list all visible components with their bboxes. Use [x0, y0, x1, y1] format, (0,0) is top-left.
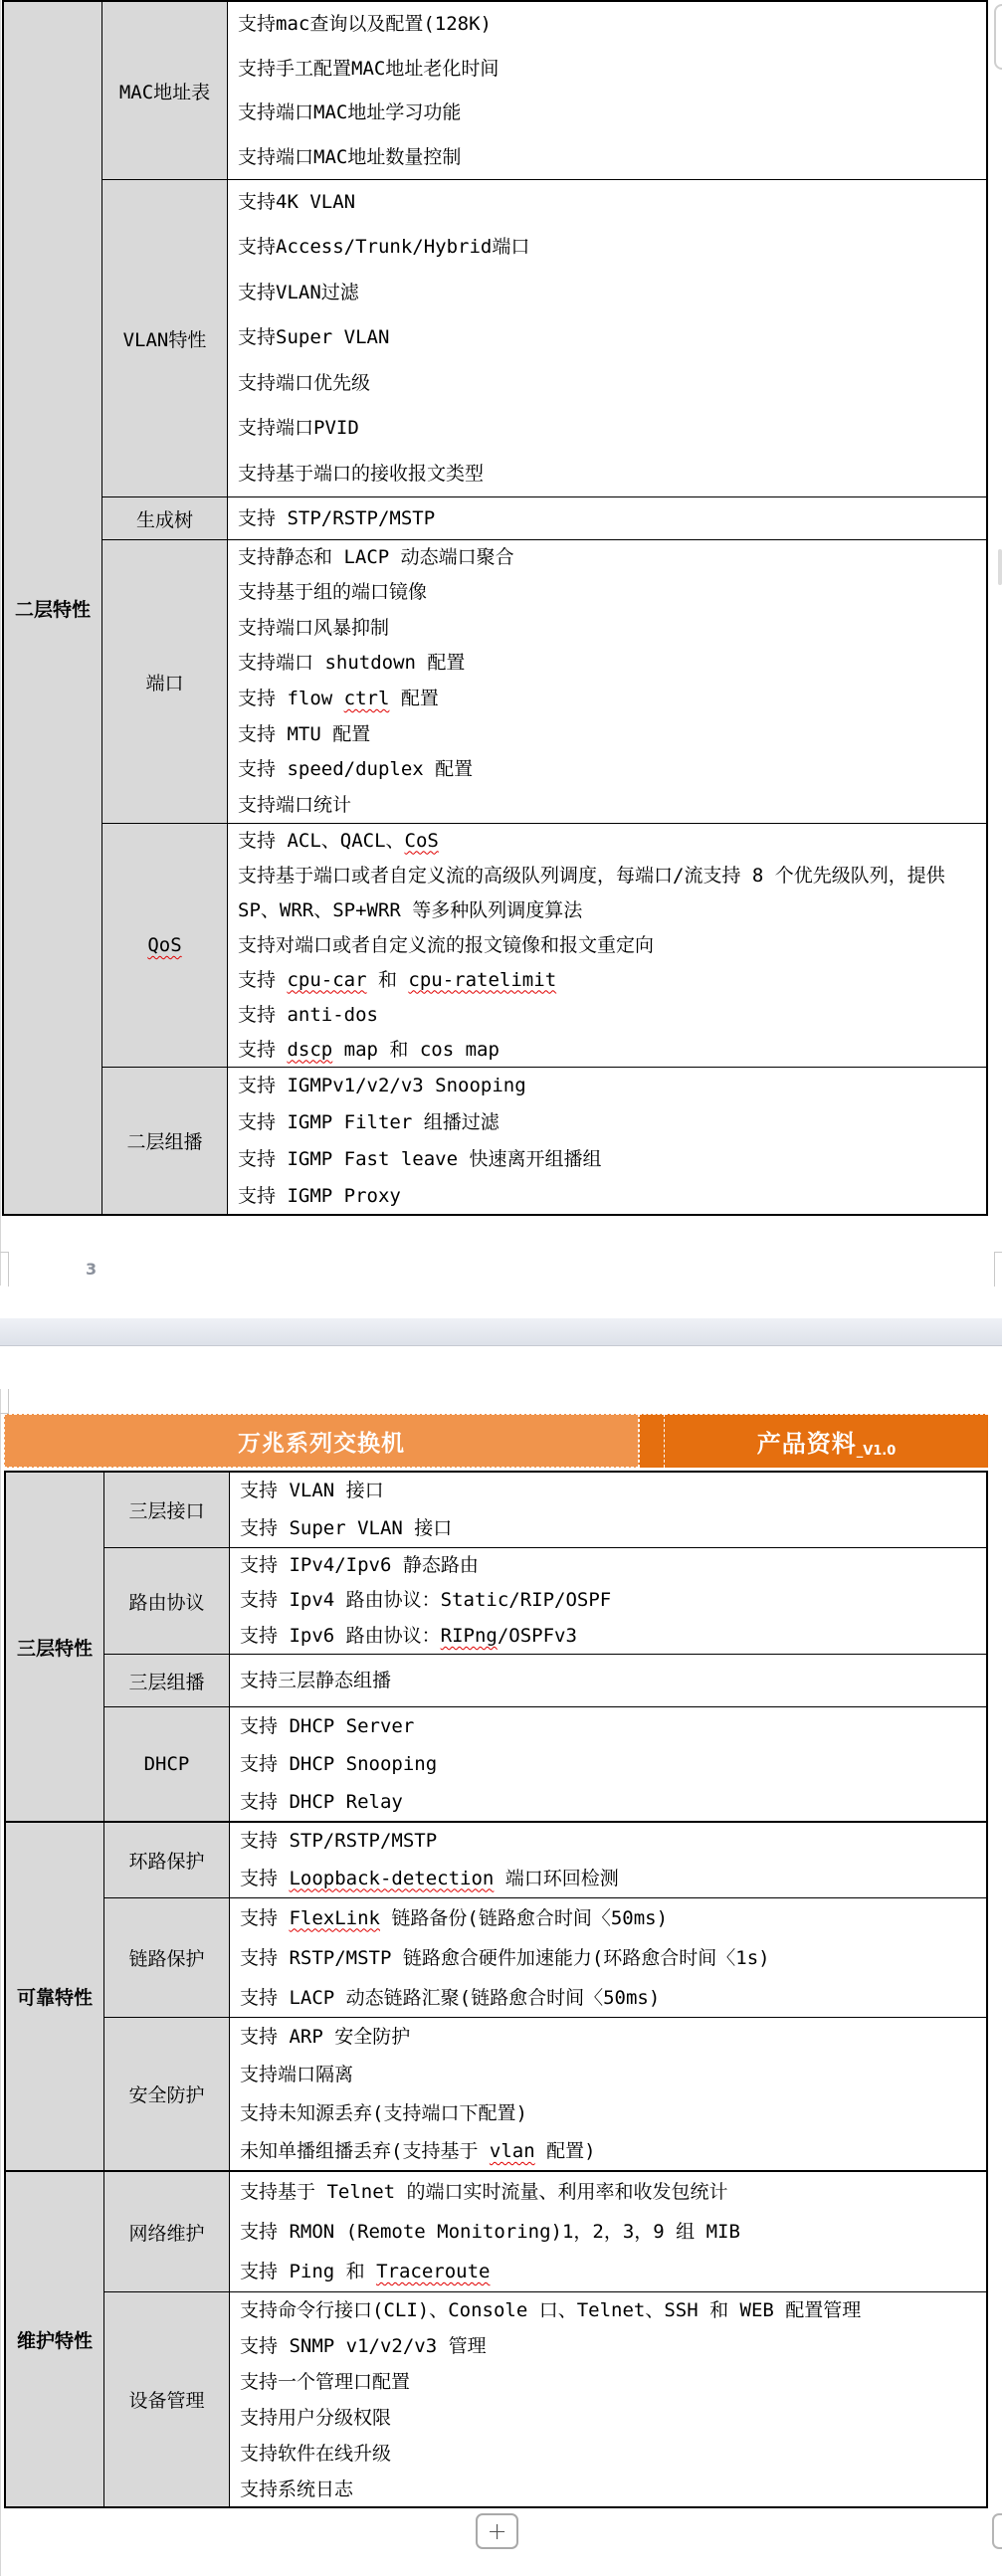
feature-group [102, 539, 986, 823]
misspelled-word: QoS [147, 934, 182, 956]
feature-line: 支持手工配置MAC地址老化时间 [238, 57, 500, 80]
feature-line: 支持 dscp map 和 cos map [238, 1038, 500, 1061]
header-spacer-cell [639, 1414, 665, 1468]
feature-line: 支持基于端口或者自定义流的高级队列调度，每端口/流支持 8 个优先级队列，提供 SP、WRR、SP+WRR 等多种队列调度算法 [238, 864, 945, 921]
feature-line: 支持系统日志 [240, 2477, 354, 2500]
misspelled-word: Traceroute [376, 2261, 491, 2282]
misspelled-word: FlexLink [289, 1906, 380, 1929]
feature-group [104, 2291, 986, 2506]
subcategory-cell: 二层组播 [102, 1068, 228, 1214]
feature-line: 支持 IGMP Fast leave 快速离开组播组 [238, 1147, 602, 1170]
page-separator [0, 1318, 1002, 1346]
misspelled-word: cpu-car [287, 968, 367, 991]
feature-line: 支持4K VLAN [238, 190, 356, 213]
feature-line: 支持 RMON (Remote Monitoring)1，2，3，9 组 MIB [240, 2221, 740, 2243]
feature-line: 支持 MTU 配置 [238, 722, 371, 745]
feature-group [104, 1547, 986, 1654]
subcategory-cell: MAC地址表 [102, 2, 228, 179]
feature-line: 支持端口隔离 [240, 2064, 354, 2085]
feature-group [104, 1654, 986, 1706]
feature-line: 支持 Super VLAN 接口 [240, 1516, 453, 1539]
product-series-title: 万兆系列交换机 [238, 1430, 405, 1457]
feature-line: 支持 RSTP/MSTP 链路愈合硬件加速能力(环路愈合时间〈1s) [240, 1946, 770, 1969]
feature-line: 支持 Ipv6 路由协议：RIPng/OSPFv3 [240, 1624, 577, 1647]
scrollbar-thumb[interactable] [998, 549, 1002, 585]
feature-group [102, 1067, 986, 1214]
subcategory-cell: 链路保护 [104, 1898, 230, 2017]
feature-line: 支持静态和 LACP 动态端口聚合 [238, 545, 514, 568]
feature-line: 支持 LACP 动态链路汇聚(链路愈合时间〈50ms) [240, 1986, 661, 2009]
feature-line: 支持 VLAN 接口 [240, 1480, 384, 1501]
page2-corner-mark-left [0, 1389, 9, 1414]
misspelled-word: vlan [489, 2140, 535, 2162]
table-section [6, 1821, 986, 2170]
feature-line: 支持 SNMP v1/v2/v3 管理 [240, 2334, 487, 2357]
feature-line: 未知单播组播丢弃(支持基于 vlan 配置) [240, 2140, 596, 2162]
feature-group [104, 1823, 986, 1897]
feature-line: 支持端口统计 [238, 793, 352, 816]
doc-version-label: _V1.0 [856, 1444, 897, 1459]
feature-line: 支持 IGMPv1/v2/v3 Snooping [238, 1074, 526, 1096]
subcategory-cell: 环路保护 [104, 1823, 230, 1897]
feature-line: 支持 FlexLink 链路备份(链路愈合时间〈50ms) [240, 1906, 669, 1929]
subcategory-cell: 设备管理 [104, 2292, 230, 2506]
subcategory-cell: 生成树 [102, 497, 228, 539]
feature-line: 支持 IGMP Proxy [238, 1184, 401, 1207]
misspelled-word: dscp [287, 1038, 333, 1061]
feature-line: 支持 IPv4/Ipv6 静态路由 [240, 1553, 479, 1576]
subcategory-cell: 三层接口 [104, 1473, 230, 1547]
feature-line: 支持未知源丢弃(支持端口下配置) [240, 2101, 527, 2124]
header-doc-cell [665, 1414, 988, 1468]
category-cell: 维护特性 [6, 2172, 104, 2506]
feature-line: 支持对端口或者自定义流的报文镜像和报文重定向 [238, 933, 655, 956]
feature-group [104, 1473, 986, 1547]
table-section [4, 2, 986, 1214]
misspelled-word: RIPng [440, 1624, 498, 1647]
feature-line: 支持 ARP 安全防护 [240, 2025, 411, 2048]
feature-line: 支持端口 shutdown 配置 [238, 652, 466, 675]
feature-line: 支持mac查询以及配置(128K) [238, 13, 492, 35]
category-cell: 三层特性 [6, 1473, 104, 1821]
page2-left-edge [0, 1389, 1, 2576]
feature-line: 支持 DHCP Relay [240, 1791, 403, 1814]
document-header [4, 1414, 988, 1468]
feature-line: 支持 IGMP Filter 组播过滤 [238, 1110, 500, 1133]
feature-line: 支持基于组的端口镜像 [238, 581, 428, 604]
subcategory-cell: DHCP [104, 1707, 230, 1821]
feature-group [102, 179, 986, 496]
feature-line: 支持 DHCP Snooping [240, 1752, 438, 1775]
feature-line: 支持Access/Trunk/Hybrid端口 [238, 236, 530, 259]
feature-line: 支持端口MAC地址学习功能 [238, 101, 462, 123]
category-cell: 可靠特性 [6, 1823, 104, 2170]
table-section [6, 2170, 986, 2506]
feature-line: 支持 STP/RSTP/MSTP [238, 506, 436, 529]
subcategory-cell: 三层组播 [104, 1655, 230, 1706]
subcategory-cell: 安全防护 [104, 2018, 230, 2170]
doc-type-label: 产品资料 [756, 1430, 857, 1458]
feature-line: 支持端口PVID [238, 417, 359, 440]
feature-line: 支持命令行接口(CLI)、Console 口、Telnet、SSH 和 WEB 配置管理 [240, 2298, 862, 2321]
feature-line: 支持VLAN过滤 [238, 281, 359, 303]
side-toolbar-button[interactable] [994, 4, 1002, 70]
spec-table-page2 [4, 1471, 988, 2508]
subcategory-cell: 端口 [102, 540, 228, 823]
feature-line: 支持 Loopback-detection 端口环回检测 [240, 1867, 619, 1889]
table-section [6, 1473, 986, 1821]
category-cell: 二层特性 [4, 2, 102, 1214]
feature-line: 支持端口风暴抑制 [238, 616, 390, 639]
feature-group [102, 2, 986, 179]
feature-group [104, 1706, 986, 1821]
page1-corner-mark-right [994, 1252, 1002, 1287]
feature-line: 支持Super VLAN [238, 326, 390, 349]
page1-left-edge [0, 0, 1, 1286]
feature-group [104, 2172, 986, 2291]
page1-corner-mark-left [0, 1252, 9, 1287]
spec-table-page1 [2, 0, 988, 1216]
subcategory-cell: 路由协议 [104, 1548, 230, 1654]
page-number: 3 [86, 1260, 98, 1279]
feature-line: 支持 ACL、QACL、CoS [238, 829, 439, 852]
feature-line: 支持基于端口的接收报文类型 [238, 462, 485, 485]
feature-line: 支持 Ping 和 Traceroute [240, 2261, 491, 2282]
side-partial-button[interactable] [992, 2513, 1002, 2549]
feature-line: 支持 anti-dos [238, 1003, 378, 1026]
header-title-cell [4, 1414, 639, 1468]
feature-line: 支持 cpu-car 和 cpu-ratelimit [238, 968, 557, 991]
feature-group [102, 496, 986, 539]
misspelled-word: Loopback-detection [289, 1867, 495, 1889]
feature-line: 支持基于 Telnet 的端口实时流量、利用率和收发包统计 [240, 2181, 728, 2203]
feature-line: 支持一个管理口配置 [240, 2370, 411, 2393]
subcategory-cell [102, 824, 228, 1067]
misspelled-word: CoS [404, 829, 439, 852]
feature-line: 支持 Ipv4 路由协议：Static/RIP/OSPF [240, 1589, 612, 1612]
feature-group [104, 1897, 986, 2017]
zoom-in-button[interactable]: + [476, 2513, 518, 2549]
subcategory-cell: 网络维护 [104, 2172, 230, 2291]
subcategory-cell: VLAN特性 [102, 180, 228, 496]
feature-line: 支持用户分级权限 [240, 2406, 392, 2429]
feature-line: 支持 DHCP Server [240, 1714, 415, 1737]
feature-line: 支持端口MAC地址数量控制 [238, 145, 462, 168]
feature-line: 支持端口优先级 [238, 371, 371, 394]
feature-line: 支持 flow ctrl 配置 [238, 688, 439, 709]
feature-line: 支持软件在线升级 [240, 2442, 392, 2465]
feature-group [102, 823, 986, 1067]
misspelled-word: ctrl [343, 688, 390, 709]
feature-line: 支持三层静态组播 [240, 1669, 392, 1691]
feature-line: 支持 speed/duplex 配置 [238, 758, 474, 781]
feature-line: 支持 STP/RSTP/MSTP [240, 1830, 438, 1852]
misspelled-word: cpu-ratelimit [408, 968, 557, 991]
feature-group [104, 2017, 986, 2170]
